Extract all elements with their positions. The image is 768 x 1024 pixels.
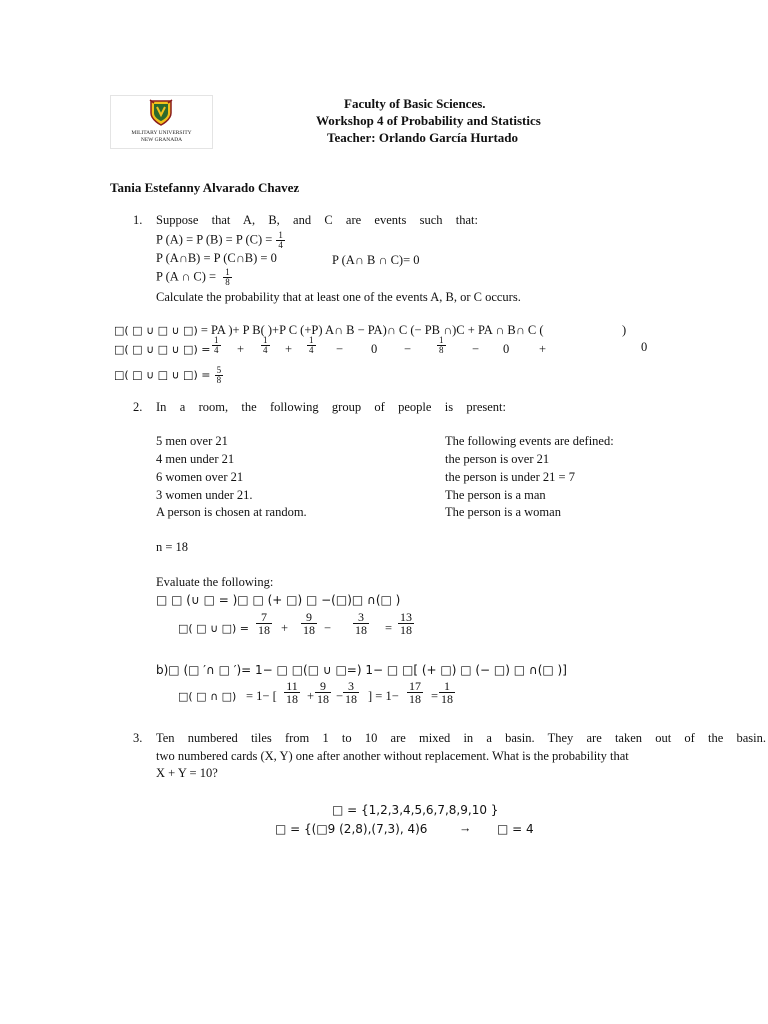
student-name: Tania Estefanny Alvarado Chavez	[110, 180, 300, 195]
q1-f2-end: 0	[641, 340, 648, 354]
q1-f2-op-3: −	[336, 342, 344, 356]
frac-den: 18	[317, 692, 329, 706]
frac-den: 18	[258, 623, 270, 637]
frac-den: 4	[263, 345, 268, 355]
q1-line4-fraction	[223, 268, 232, 287]
q1-f2-lhs: □( □ ∪ □ ∪ □) =	[114, 343, 211, 356]
frac-num: 9	[315, 680, 331, 693]
q2-a-line: □ □ (∪ □ = )□ □ (+ □) □ −(□)□ ∩(□ )	[156, 593, 401, 607]
q1-line4-den: 8	[225, 277, 230, 287]
frac-den: 18	[441, 692, 453, 706]
q1-formula-1	[114, 323, 543, 338]
q3-event-set: □ = {(□9 (2,8),(7,3), 4)6	[275, 822, 428, 836]
q1-f2-op-2: +	[285, 342, 293, 356]
q2-left-item: 6 women over 21	[156, 470, 244, 484]
frac-num: 7	[256, 611, 272, 624]
q2-b-lhs-text: □( □ ∩ □)	[178, 690, 237, 703]
shield-crest-icon	[148, 99, 174, 127]
q1-line2-den: 4	[278, 240, 283, 250]
q1-f3-den: 8	[216, 375, 222, 385]
q2-b-eq: =	[431, 689, 439, 703]
q2-b-mid: = 1− [	[246, 689, 277, 703]
frac-num: 3	[343, 680, 359, 693]
frac-num: 1	[309, 335, 314, 345]
logo-line-2: NEW GRANADA	[140, 137, 183, 143]
q1-formula-2-lhs	[114, 342, 210, 357]
teacher-name: Teacher: Orlando García Hurtado	[327, 130, 519, 145]
q2-right-item: the person is over 21	[445, 452, 550, 466]
q2-a-frac-2	[301, 611, 317, 636]
q3-line-2: two numbered cards (X, Y) one after another without replacement. What is the probability that	[156, 749, 629, 763]
q2-a-op-1: +	[281, 621, 289, 635]
q1-f2-op-5: −	[472, 342, 480, 356]
frac-den: 18	[400, 623, 412, 637]
q2-b-op-1: +	[307, 689, 315, 703]
q2-b-op-2: −	[336, 689, 344, 703]
q1-f2-zero-2: 0	[503, 342, 510, 356]
frac-den: 4	[309, 345, 314, 355]
frac-num: 1	[214, 335, 219, 345]
q2-evaluate: Evaluate the following:	[156, 575, 274, 589]
q1-f1-rhs: = PA )+ P B( )+P C (+P) A∩ B − PA)∩ C (− PB ∩)C + PA ∩ B∩ C (	[200, 323, 544, 337]
q2-a-lhs-text: □( □ ∪ □) =	[178, 622, 250, 635]
q2-left-item: 3 women under 21.	[156, 488, 253, 502]
q2-left-item: 4 men under 21	[156, 452, 235, 466]
frac-num: 11	[284, 680, 300, 693]
q1-line2-fraction	[276, 231, 285, 250]
q2-a-op-2: −	[324, 621, 332, 635]
q2-right-item: The following events are defined:	[445, 434, 614, 448]
q1-question: Calculate the probability that at least one of the events A, B, or C occurs.	[156, 290, 521, 304]
q1-line4	[156, 268, 232, 287]
q2-right-item: The person is a man	[445, 488, 546, 502]
q1-f2-frac-4	[437, 336, 446, 355]
q2-b-after: ] = 1−	[368, 689, 399, 703]
q1-intro: Suppose that A, B, and C are events such that:	[156, 213, 478, 227]
q2-a-lhs	[178, 621, 249, 636]
frac-den: 18	[409, 692, 421, 706]
q1-line4-text: P (A ∩ C) =	[156, 269, 217, 284]
q2-b-lhs	[178, 689, 236, 704]
q2-left-item: 5 men over 21	[156, 434, 228, 448]
frac-num: 1	[439, 335, 444, 345]
q1-f2-op-6: +	[539, 342, 547, 356]
q1-line4-num: 1	[225, 267, 230, 277]
q1-line2-num: 1	[278, 230, 283, 240]
q2-b-frac-2	[315, 680, 331, 705]
frac-den: 18	[355, 623, 367, 637]
q2-a-frac-4	[398, 611, 414, 636]
q3-line-1: Ten numbered tiles from 1 to 10 are mixed in a basin. They are taken out of the basin.	[156, 731, 766, 745]
q1-f2-op-4: −	[404, 342, 412, 356]
q2-b-res-2	[439, 680, 455, 705]
q1-f1-close: )	[622, 323, 627, 337]
q2-b-frac-3	[343, 680, 359, 705]
q1-f2-frac-3	[307, 336, 316, 355]
q1-f3-num: 5	[216, 365, 222, 375]
q2-b-frac-1	[284, 680, 300, 705]
q3-count: □ = 4	[497, 822, 534, 836]
frac-den: 18	[345, 692, 357, 706]
frac-num: 3	[353, 611, 369, 624]
q2-a-frac-3	[353, 611, 369, 636]
q2-n: n = 18	[156, 540, 189, 554]
q2-number: 2.	[133, 400, 143, 414]
q2-a-frac-1	[256, 611, 272, 636]
frac-den: 8	[439, 345, 444, 355]
q2-b-line: b)□ (□ ′∩ □ ′)= 1− □ □(□ ∪ □=) 1− □ □[ (+ □) □ (− □) □ ∩(□ )]	[156, 663, 567, 677]
frac-num: 17	[409, 679, 421, 693]
q2-b-res-1	[407, 680, 423, 705]
q1-f2-frac-2	[261, 336, 270, 355]
q2-right-item: The person is a woman	[445, 505, 561, 519]
frac-num: 13	[400, 610, 412, 624]
q2-intro: In a room, the following group of people is present:	[156, 400, 506, 414]
frac-den: 4	[214, 345, 219, 355]
frac-num: 1	[439, 680, 455, 693]
q1-f2-zero-1: 0	[371, 342, 378, 356]
frac-den: 18	[303, 623, 315, 637]
arrow-right-icon: →	[459, 821, 472, 835]
q2-left-item: A person is chosen at random.	[156, 505, 307, 519]
q1-line2	[156, 231, 285, 250]
q3-number: 3.	[133, 731, 143, 745]
q2-right-item: the person is under 21 = 7	[445, 470, 575, 484]
q3-sample-space: □ = {1,2,3,4,5,6,7,8,9,10 }	[332, 803, 499, 817]
q1-f3-lhs: □( □ ∪ □ ∪ □) =	[114, 368, 211, 382]
q1-number: 1.	[133, 213, 143, 227]
faculty-title: Faculty of Basic Sciences.	[344, 96, 486, 111]
university-logo	[110, 95, 213, 149]
q1-f1-lhs: □( □ ∪ □ ∪ □)	[114, 324, 198, 337]
q2-a-op-3: =	[385, 621, 393, 635]
q1-f2-op-1: +	[237, 342, 245, 356]
frac-num: 1	[263, 335, 268, 345]
q1-line3b: P (A∩ B ∩ C)= 0	[332, 253, 420, 267]
q1-line2-text: P (A) = P (B) = P (C) =	[156, 232, 273, 247]
frac-num: 9	[301, 611, 317, 624]
q1-line3: P (A∩B) = P (C∩B) = 0	[156, 251, 277, 265]
frac-den: 18	[286, 692, 298, 706]
logo-line-1: MILITARY UNIVERSITY	[131, 130, 192, 136]
workshop-title: Workshop 4 of Probability and Statistics	[316, 113, 541, 128]
q1-f2-frac-1	[212, 336, 221, 355]
q3-line-3: X + Y = 10?	[156, 766, 218, 780]
q1-f3-fraction	[215, 366, 224, 385]
q1-formula-3	[114, 366, 223, 385]
